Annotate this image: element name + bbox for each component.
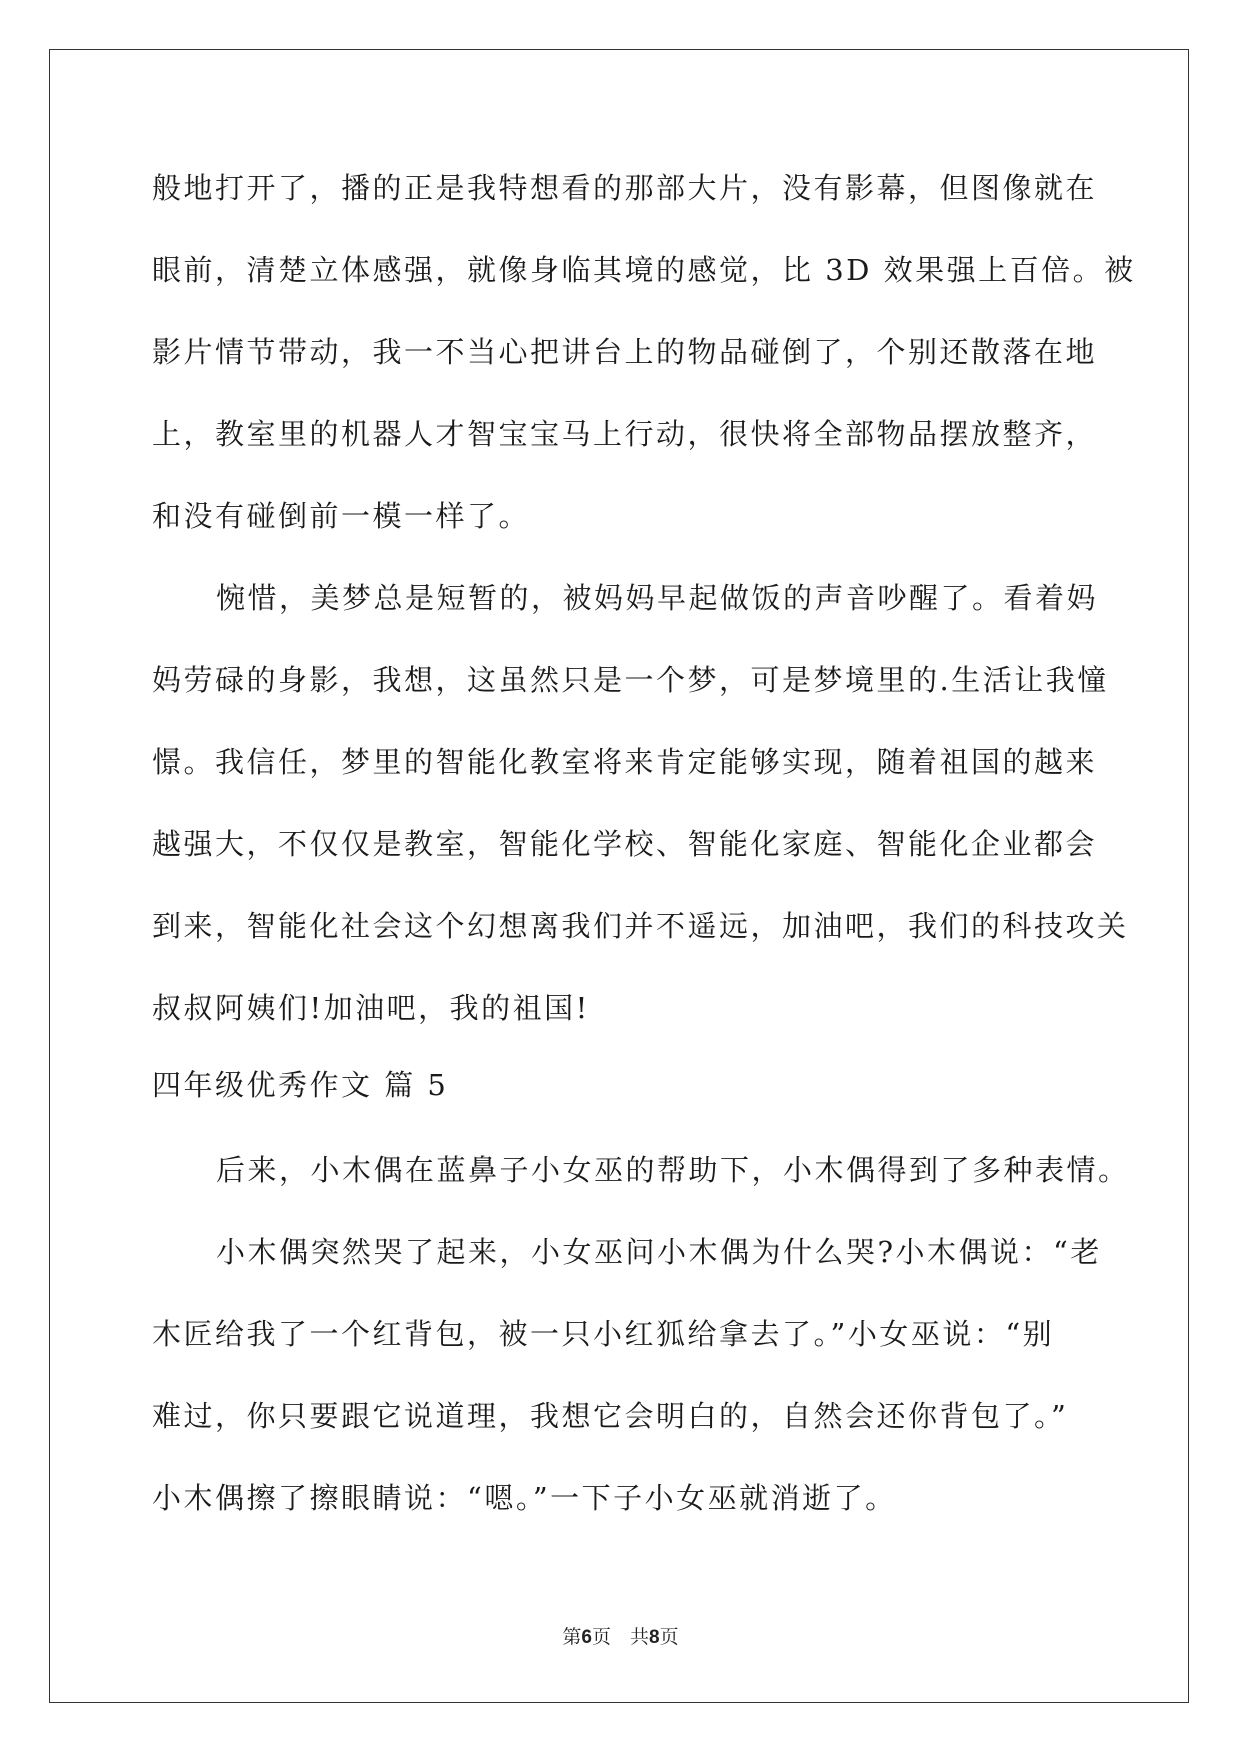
page-footer xyxy=(0,1622,1241,1649)
text-line: 小木偶擦了擦眼睛说：“嗯。”一下子小女巫就消逝了。 xyxy=(152,1481,897,1515)
document-body xyxy=(152,158,1136,1550)
text-line: 到来，智能化社会这个幻想离我们并不遥远，加油吧，我们的科技攻关 xyxy=(152,909,1129,943)
text-line: 和没有碰倒前一模一样了。 xyxy=(152,499,531,533)
text-line: 眼前，清楚立体感强，就像身临其境的感觉，比 3D 效果强上百倍。被 xyxy=(152,253,1136,287)
text-line: 越强大，不仅仅是教室，智能化学校、智能化家庭、智能化企业都会 xyxy=(152,827,1098,861)
page-suffix: 页 xyxy=(659,1626,679,1648)
text-line: 憬。我信任，梦里的智能化教室将来肯定能够实现，随着祖国的越来 xyxy=(152,745,1098,779)
paragraph-first-line: 小木偶突然哭了起来，小女巫问小木偶为什么哭?小木偶说：“老 xyxy=(216,1235,1102,1269)
text-line: 上，教室里的机器人才智宝宝马上行动，很快将全部物品摆放整齐， xyxy=(152,417,1098,451)
text-line: 木匠给我了一个红背包，被一只小红狐给拿去了。”小女巫说：“别 xyxy=(152,1317,1055,1351)
paragraph-first-line: 惋惜，美梦总是短暂的，被妈妈早起做饭的声音吵醒了。看着妈 xyxy=(216,581,1099,615)
section-heading: 四年级优秀作文 篇 5 xyxy=(152,1068,449,1102)
current-page-number: 6 xyxy=(581,1627,592,1648)
page-prefix: 第 xyxy=(562,1626,582,1648)
total-page-number: 8 xyxy=(649,1627,660,1648)
text-line: 难过，你只要跟它说道理，我想它会明白的，自然会还你背包了。” xyxy=(152,1399,1069,1433)
text-line: 般地打开了，播的正是我特想看的那部大片，没有影幕，但图像就在 xyxy=(152,171,1098,205)
text-line: 影片情节带动，我一不当心把讲台上的物品碰倒了，个别还散落在地 xyxy=(152,335,1098,369)
paragraph-first-line: 后来，小木偶在蓝鼻子小女巫的帮助下，小木偶得到了多种表情。 xyxy=(216,1153,1130,1187)
text-line: 叔叔阿姨们!加油吧，我的祖国! xyxy=(152,991,590,1025)
page-mid-label: 页 共 xyxy=(591,1626,649,1648)
text-line: 妈劳碌的身影，我想，这虽然只是一个梦，可是梦境里的.生活让我憧 xyxy=(152,663,1109,697)
